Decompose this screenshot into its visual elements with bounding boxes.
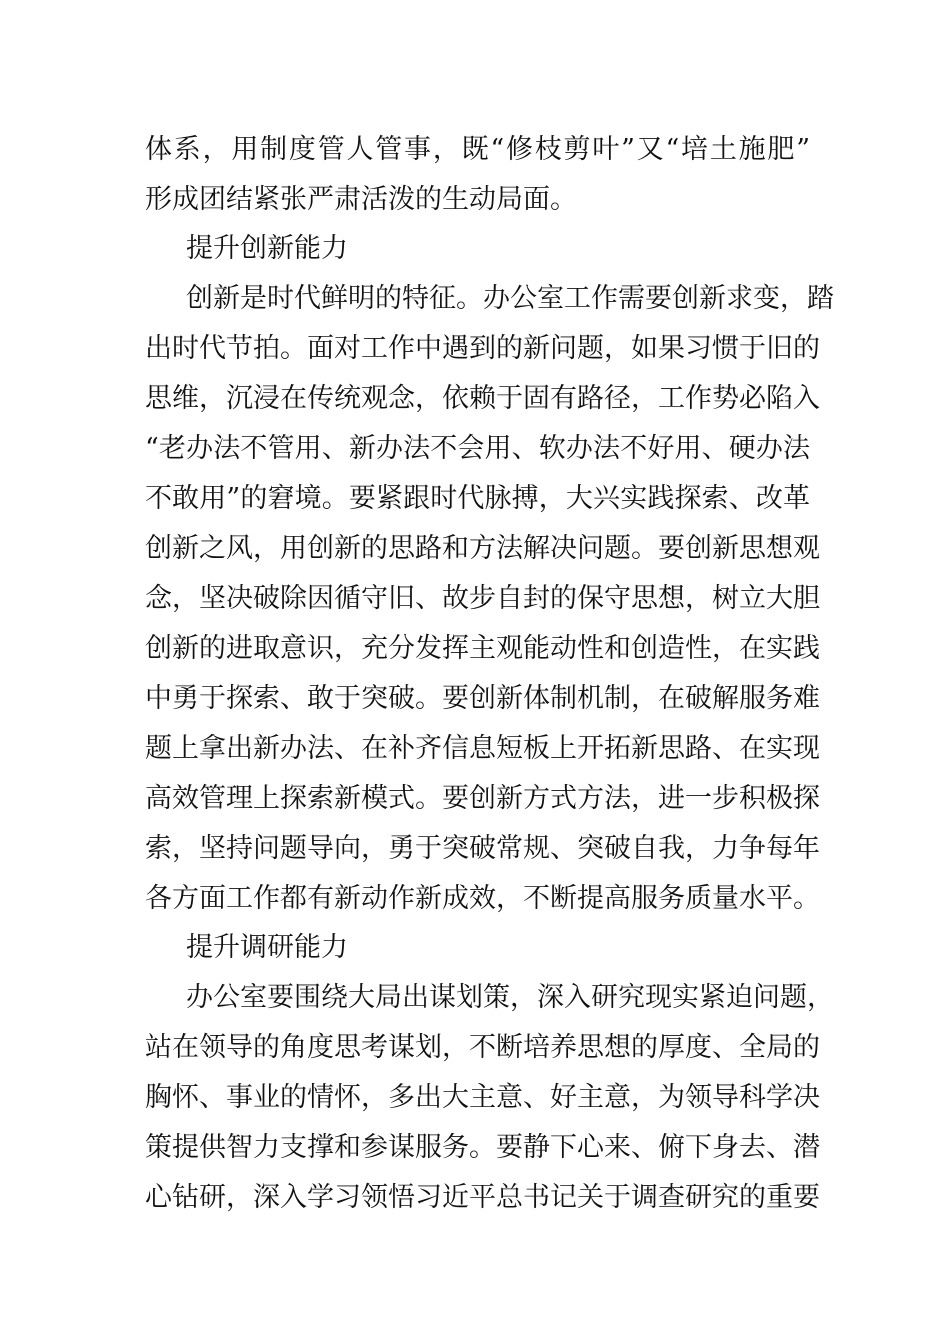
section-heading: 提升创新能力 <box>186 233 348 264</box>
text-line: 念，坚决破除因循守旧、故步自封的保守思想，树立大胆 <box>145 583 820 614</box>
text-line: 创新的进取意识，充分发挥主观能动性和创造性，在实践 <box>145 633 820 664</box>
text-line: 中勇于探索、敢于突破。要创新体制机制，在破解服务难 <box>145 683 820 714</box>
text-line: 索，坚持问题导向，勇于突破常规、突破自我，力争每年 <box>145 833 820 864</box>
text-line: 站在领导的角度思考谋划，不断培养思想的厚度、全局的 <box>145 1032 820 1063</box>
text-line: 胸怀、事业的情怀，多出大主意、好主意，为领导科学决 <box>145 1082 820 1113</box>
text-line: 办公室要围绕大局出谋划策，深入研究现实紧迫问题， <box>186 982 834 1013</box>
text-line: 出时代节拍。面对工作中遇到的新问题，如果习惯于旧的 <box>145 333 820 364</box>
text-line: 不敢用”的窘境。要紧跟时代脉搏，大兴实践探索、改革 <box>145 483 810 514</box>
text-line: 策提供智力支撑和参谋服务。要静下心来、俯下身去、潜 <box>145 1132 820 1163</box>
text-line: 创新之风，用创新的思路和方法解决问题。要创新思想观 <box>145 533 820 564</box>
text-line: 体系，用制度管人管事，既“修枝剪叶”又“培土施肥” <box>145 134 810 165</box>
section-heading: 提升调研能力 <box>186 932 348 963</box>
text-line: 各方面工作都有新动作新成效，不断提高服务质量水平。 <box>145 883 820 914</box>
text-line: 心钻研，深入学习领悟习近平总书记关于调查研究的重要 <box>145 1182 820 1213</box>
text-line: 思维，沉浸在传统观念，依赖于固有路径，工作势必陷入 <box>145 383 820 414</box>
text-line: 题上拿出新办法、在补齐信息短板上开拓新思路、在实现 <box>145 733 820 764</box>
text-line: “老办法不管用、新办法不会用、软办法不好用、硬办法 <box>145 433 810 464</box>
text-line: 形成团结紧张严肃活泼的生动局面。 <box>145 184 577 215</box>
text-line: 创新是时代鲜明的特征。办公室工作需要创新求变，踏 <box>186 283 834 314</box>
text-line: 高效管理上探索新模式。要创新方式方法，进一步积极探 <box>145 783 820 814</box>
